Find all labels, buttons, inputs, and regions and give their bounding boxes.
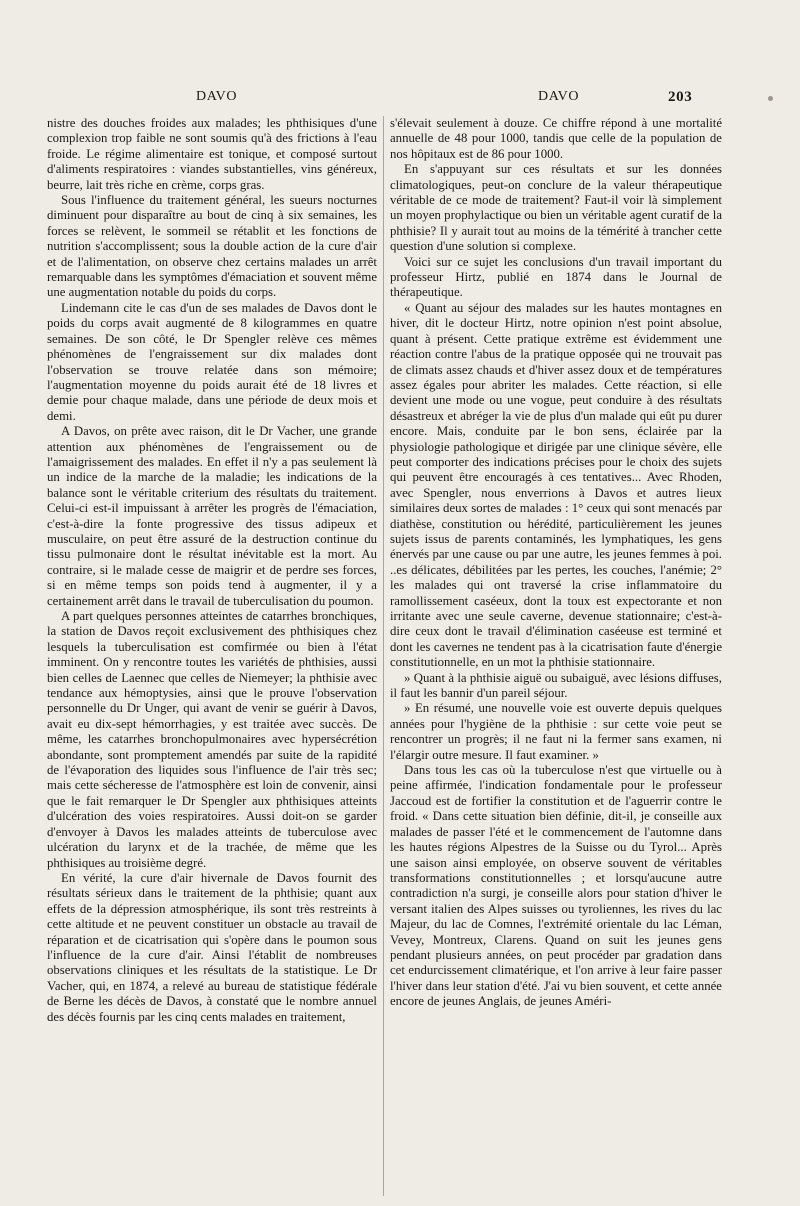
left-column — [47, 116, 377, 1196]
running-head-right: DAVO — [538, 89, 580, 104]
paragraph: s'élevait seulement à douze. Ce chiffre répond à une mortalité annuelle de 48 pour 1000, tandis que celle de la population de nos hôpitaux est de 86 pour 1000. — [390, 116, 722, 161]
paragraph: A part quelques personnes atteintes de catarrhes bronchiques, la station de Davos reçoit exclusivement des phthisiques chez lesquels la tuberculisation est comfirmée ou bien à l'état imminent. On y rencontre toutes les variétés de phthisies, aussi bien celles de Laennec que celles de Niemeyer; la phthisie avec tendance aux hémoptysies, ainsi que le prouve l'observation personnelle du Dr Unger, qui avant de venir se guérir à Davos, avait eu dix-sept hémorrhagies, y est traitée avec succès. De même, les catarrhes bronchopulmonaires avec hypersécrétion abondante, sont promptement amendés par suite de la rapidité de l'évaporation des liquides sous l'influence de l'air très sec; mais cette sécheresse de l'atmosphère est loin de convenir, ainsi que le fait remarquer le Dr Spengler aux phthisiques atteints d'ulcération des voies respiratoires. Aussi doit-on se garder d'envoyer à Davos les malades atteints de tuberculose avec ulcération du larynx et de la trachée, de même que les phthisiques au troisième degré. — [47, 609, 377, 870]
running-head-left: DAVO — [196, 89, 238, 104]
paragraph: « Quant au séjour des malades sur les hautes montagnes en hiver, dit le docteur Hirtz, notre opinion n'est point absolue, quant à présent. Cette pratique extrême est évidemment une réaction contre l'abus de la pratique opposée qui ne trouvait pas de climats assez chauds et d'hiver assez doux et de températures assez égales pour abriter les malades. Cette réaction, si elle devient une mode ou une vogue, peut conduire à des résultats désastreux et abréger la vie de plus d'un malade qui eût pu durer encore. Mais, conduite par le bon sens, éclairée par la physiologie pathologique et dirigée par une clinique sévère, elle peut comporter des indications précises pour le choix des sujets qui peuvent être encouragés à ces tentatives... Avec Rhoden, avec Spengler, nous enverrions à Davos et autres lieux similaires deux sortes de malades : 1° ceux qui sont menacés par diathèse, constitution ou hérédité, particulièrement les jeunes sujets issus de parents contaminés, les lymphatiques, les gens énervés par une cause ou par une autre, les jeunes femmes à poi. ..es délicates, débilitées par les pertes, les couches, l'anémie; 2° les malades qui ont traversé la crise inflammatoire du ramollissement caséeux, dont la toux est expectorante et non irritante avec une seule caverne, devenue stationnaire; c'est-à-dire ceux dont le travail d'élimination caséeuse est terminé et dont les cavernes ne tendent pas à la cicatrisation faute d'énergie constitutionnelle, en un mot la phthisie stationnaire. — [390, 300, 722, 670]
paragraph: En vérité, la cure d'air hivernale de Davos fournit des résultats sérieux dans le traitement de la phthisie; quant aux effets de la dépression atmosphérique, ils sont très restreints à cette altitude et ne peuvent constituer un obstacle au travail de réparation et de cicatrisation qui s'opère dans le poumon sous l'influence de la cure d'air. Ainsi l'établit de nombreuses observations cliniques et les résultats de la statistique. Le Dr Vacher, qui, en 1874, a relevé au bureau de statistique fédérale de Berne les décès de Davos, à constaté que le nombre annuel des décès fournis par les cinq cents malades en traitement, — [47, 870, 377, 1024]
paragraph: Voici sur ce sujet les conclusions d'un travail important du professeur Hirtz, publié en 1874 dans le Journal de thérapeutique. — [390, 254, 722, 300]
paragraph: Sous l'influence du traitement général, les sueurs nocturnes diminuent pour disparaître au bout de cinq à six semaines, les forces se relèvent, le sommeil se rétablit et les fonctions de nutrition s'accomplissent; sous la double action de la cure d'air et de l'alimentation, on observe chez certains malades un arrêt remarquable dans les symptômes d'émaciation et souvent même une augmentation notable du poids du corps. — [47, 193, 377, 300]
column-divider — [383, 116, 384, 1196]
paragraph: Lindemann cite le cas d'un de ses malades de Davos dont le poids du corps avait augmenté de 8 kilogrammes en quatre semaines. De son côté, le Dr Spengler relève ces mêmes phénomènes de l'engraissement sur dix malades dont l'observation se trouve relatée dans son mémoire; l'augmentation moyenne du poids aurait été de 18 livres et demie pour chaque malade, dans une période de deux mois et demi. — [47, 300, 377, 423]
paragraph: Dans tous les cas où la tuberculose n'est que virtuelle ou à peine affirmée, l'indication fondamentale pour le professeur Jaccoud est de fortifier la constitution et de l'aguerrir contre le froid. « Dans cette situation bien définie, dit-il, je conseille aux malades de passer l'été et le commencement de l'automne dans les hautes régions Alpestres de la Suisse ou du Tyrol... Après une saison ainsi employée, on observe souvent de véritables transformations constitutionnelles ; et lorsqu'aucune autre contradiction n'a surgi, je conseille alors pour station d'hiver le versant italien des Alpes suisses ou tyroliennes, les rives du lac Majeur, du lac de Comnes, l'extrémité orientale du lac Léman, Vevey, Montreux, Clarens. Quand on suit les jeunes gens pendant plusieurs années, on peut procéder par gradation dans cet endurcissement climatérique, et l'on arrive à leur faire passer l'hiver dans leur station d'été. J'ai vu bien souvent, et cette année encore de jeunes Anglais, de jeunes Améri- — [390, 763, 722, 1009]
margin-mark — [768, 96, 773, 101]
paragraph: » En résumé, une nouvelle voie est ouverte depuis quelques années pour l'hygiène de la phthisie : sur cette voie peut se rencontrer un progrès; il ne faut ni la fermer sans examen, ni l'élargir outre mesure. Il faut examiner. » — [390, 701, 722, 762]
paragraph: En s'appuyant sur ces résultats et sur les données climatologiques, peut-on conclure de la valeur thérapeutique véritable de ce mode de traitement? Faut-il voir là simplement un moyen prophylactique ou bien un véritable agent curatif de la phthisie? Il y aurait tout au moins de la témérité à trancher cette question d'une solution si complexe. — [390, 162, 722, 254]
paragraph: nistre des douches froides aux malades; les phthisiques d'une complexion trop faible ne sont soumis qu'à des frictions à l'eau froide. Le régime alimentaire est tonique, et composé surtout d'aliments respiratoires : viandes substantielles, vins généreux, beurre, lait très riche en crème, corps gras. — [47, 116, 377, 192]
paragraph: » Quant à la phthisie aiguë ou subaiguë, avec lésions diffuses, il faut les bannir d'un pareil séjour. — [390, 670, 722, 701]
paragraph: A Davos, on prête avec raison, dit le Dr Vacher, une grande attention aux phénomènes de l'engraissement ou de l'amaigrissement des malades. En effet il n'y a pas seulement là un indice de la marche de la maladie; les indications de la balance sont le véritable criterium des résultats du traitement. Celui-ci est-il impuissant à arrêter les progrès de l'émaciation, c'est-à-dire la fonte progressive des tissus adipeux et musculaire, on peut être assuré de la destruction continue du tissu pulmonaire dont le résultat inévitable est la mort. Au contraire, si le malade cesse de maigrir et de perdre ses forces, si en même temps son poids tend à augmenter, il y a certainement arrêt dans le travail de tuberculisation du poumon. — [47, 424, 377, 608]
page-number: 203 — [668, 89, 693, 105]
right-column — [390, 116, 722, 1196]
